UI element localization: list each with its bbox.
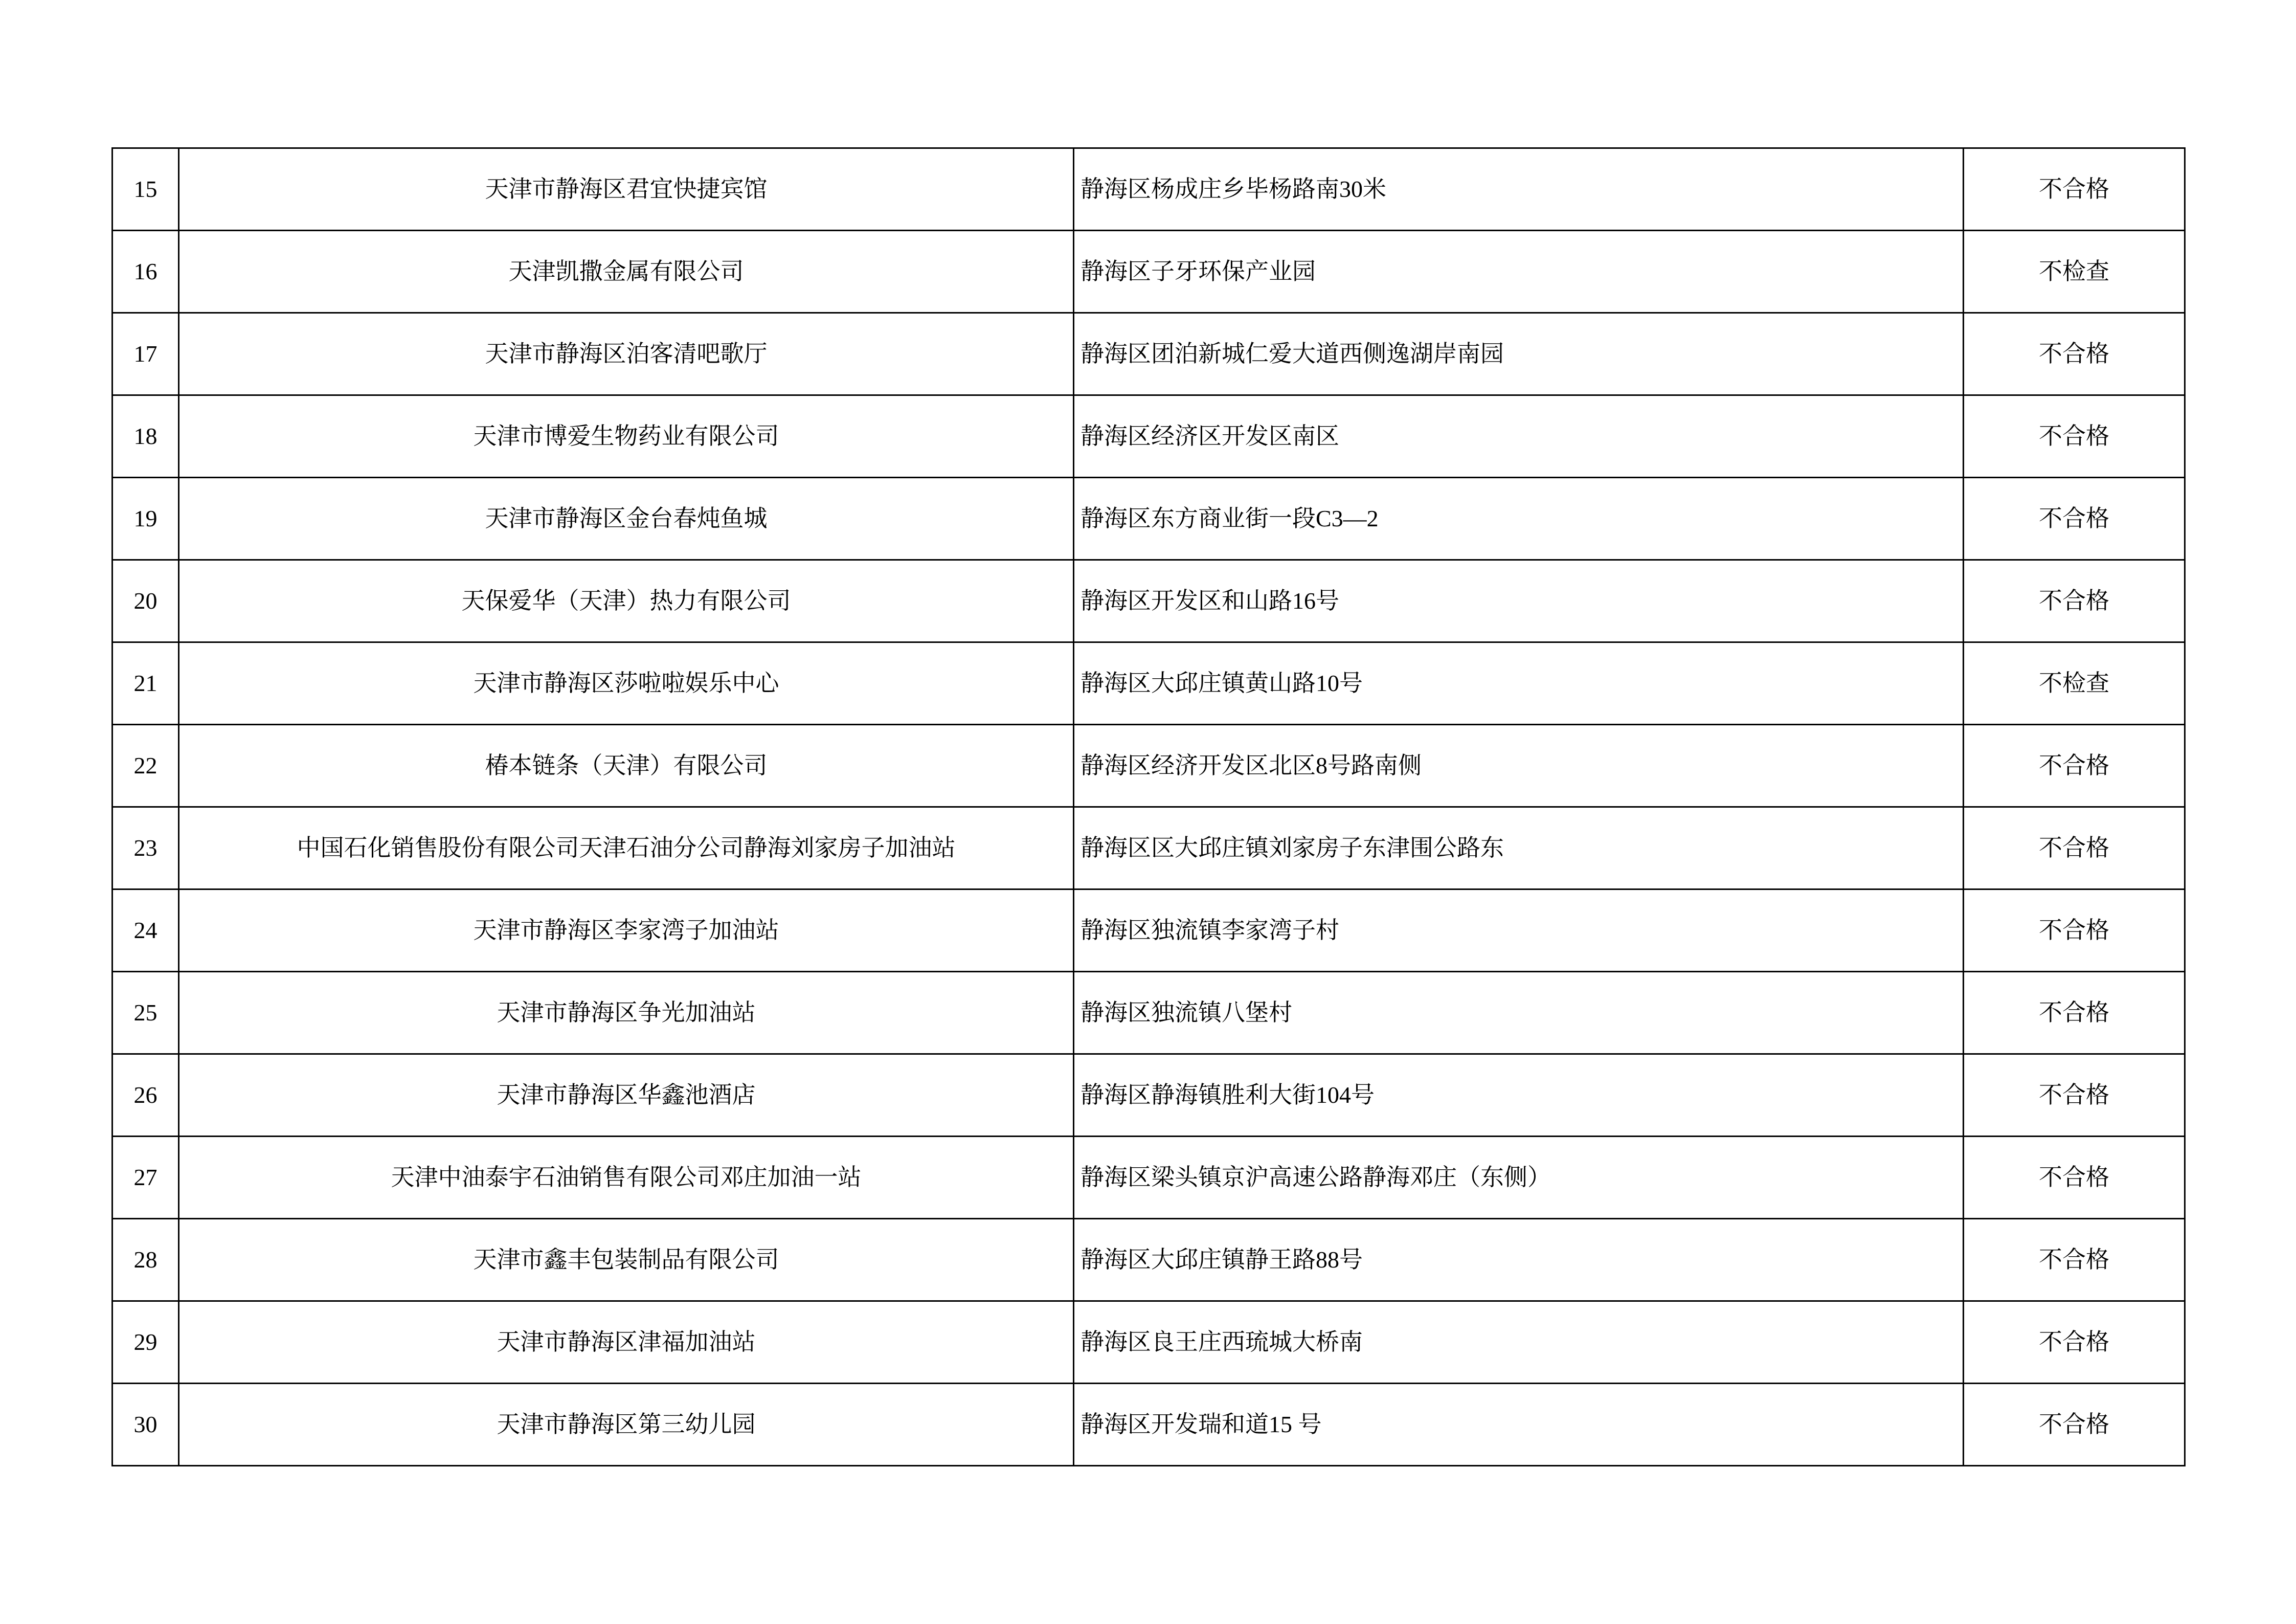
row-index-cell: 23	[112, 807, 179, 889]
row-index-cell: 15	[112, 148, 179, 231]
unit-name-cell: 天津凯撒金属有限公司	[179, 231, 1074, 313]
unit-name-cell: 天津市静海区泊客清吧歌厅	[179, 313, 1074, 395]
unit-name-cell: 天津市静海区津福加油站	[179, 1301, 1074, 1384]
result-status-cell: 不合格	[1964, 807, 2185, 889]
result-status-cell: 不检查	[1964, 231, 2185, 313]
row-index-cell: 30	[112, 1384, 179, 1466]
table-row	[112, 1219, 2185, 1301]
row-index-cell: 21	[112, 642, 179, 725]
table-row	[112, 148, 2185, 231]
table-row	[112, 1137, 2185, 1219]
result-status-cell: 不检查	[1964, 642, 2185, 725]
table-row	[112, 1054, 2185, 1137]
inspection-table-container	[111, 147, 2184, 1466]
result-status-cell: 不合格	[1964, 1137, 2185, 1219]
address-cell: 静海区经济区开发区南区	[1074, 395, 1964, 478]
table-row	[112, 889, 2185, 972]
unit-name-cell: 天津中油泰宇石油销售有限公司邓庄加油一站	[179, 1137, 1074, 1219]
row-index-cell: 19	[112, 478, 179, 560]
table-row	[112, 313, 2185, 395]
result-status-cell: 不合格	[1964, 725, 2185, 807]
unit-name-cell: 天津市鑫丰包装制品有限公司	[179, 1219, 1074, 1301]
row-index-cell: 27	[112, 1137, 179, 1219]
unit-name-cell: 椿本链条（天津）有限公司	[179, 725, 1074, 807]
result-status-cell: 不合格	[1964, 1054, 2185, 1137]
result-status-cell: 不合格	[1964, 148, 2185, 231]
table-row	[112, 1301, 2185, 1384]
result-status-cell: 不合格	[1964, 478, 2185, 560]
table-row	[112, 1384, 2185, 1466]
result-status-cell: 不合格	[1964, 395, 2185, 478]
address-cell: 静海区区大邱庄镇刘家房子东津围公路东	[1074, 807, 1964, 889]
row-index-cell: 18	[112, 395, 179, 478]
table-body	[112, 148, 2185, 1466]
table-row	[112, 725, 2185, 807]
address-cell: 静海区独流镇李家湾子村	[1074, 889, 1964, 972]
table-row	[112, 807, 2185, 889]
address-cell: 静海区开发瑞和道15 号	[1074, 1384, 1964, 1466]
unit-name-cell: 天保爱华（天津）热力有限公司	[179, 560, 1074, 642]
unit-name-cell: 天津市静海区第三幼儿园	[179, 1384, 1074, 1466]
table-row	[112, 395, 2185, 478]
address-cell: 静海区独流镇八堡村	[1074, 972, 1964, 1054]
row-index-cell: 22	[112, 725, 179, 807]
unit-name-cell: 天津市博爱生物药业有限公司	[179, 395, 1074, 478]
unit-name-cell: 天津市静海区李家湾子加油站	[179, 889, 1074, 972]
address-cell: 静海区良王庄西琉城大桥南	[1074, 1301, 1964, 1384]
result-status-cell: 不合格	[1964, 889, 2185, 972]
address-cell: 静海区大邱庄镇静王路88号	[1074, 1219, 1964, 1301]
address-cell: 静海区开发区和山路16号	[1074, 560, 1964, 642]
address-cell: 静海区子牙环保产业园	[1074, 231, 1964, 313]
row-index-cell: 29	[112, 1301, 179, 1384]
address-cell: 静海区经济开发区北区8号路南侧	[1074, 725, 1964, 807]
address-cell: 静海区静海镇胜利大街104号	[1074, 1054, 1964, 1137]
row-index-cell: 25	[112, 972, 179, 1054]
row-index-cell: 16	[112, 231, 179, 313]
table-row	[112, 231, 2185, 313]
unit-name-cell: 天津市静海区金台春炖鱼城	[179, 478, 1074, 560]
row-index-cell: 28	[112, 1219, 179, 1301]
row-index-cell: 17	[112, 313, 179, 395]
table-row	[112, 972, 2185, 1054]
result-status-cell: 不合格	[1964, 313, 2185, 395]
result-status-cell: 不合格	[1964, 560, 2185, 642]
row-index-cell: 24	[112, 889, 179, 972]
table-row	[112, 560, 2185, 642]
unit-name-cell: 天津市静海区争光加油站	[179, 972, 1074, 1054]
address-cell: 静海区梁头镇京沪高速公路静海邓庄（东侧）	[1074, 1137, 1964, 1219]
table-row	[112, 478, 2185, 560]
unit-name-cell: 天津市静海区君宜快捷宾馆	[179, 148, 1074, 231]
unit-name-cell: 中国石化销售股份有限公司天津石油分公司静海刘家房子加油站	[179, 807, 1074, 889]
inspection-table	[111, 147, 2186, 1466]
result-status-cell: 不合格	[1964, 1384, 2185, 1466]
row-index-cell: 26	[112, 1054, 179, 1137]
result-status-cell: 不合格	[1964, 972, 2185, 1054]
address-cell: 静海区东方商业街一段C3—2	[1074, 478, 1964, 560]
unit-name-cell: 天津市静海区莎啦啦娱乐中心	[179, 642, 1074, 725]
address-cell: 静海区团泊新城仁爱大道西侧逸湖岸南园	[1074, 313, 1964, 395]
address-cell: 静海区杨成庄乡毕杨路南30米	[1074, 148, 1964, 231]
result-status-cell: 不合格	[1964, 1219, 2185, 1301]
address-cell: 静海区大邱庄镇黄山路10号	[1074, 642, 1964, 725]
row-index-cell: 20	[112, 560, 179, 642]
table-row	[112, 642, 2185, 725]
result-status-cell: 不合格	[1964, 1301, 2185, 1384]
unit-name-cell: 天津市静海区华鑫池酒店	[179, 1054, 1074, 1137]
